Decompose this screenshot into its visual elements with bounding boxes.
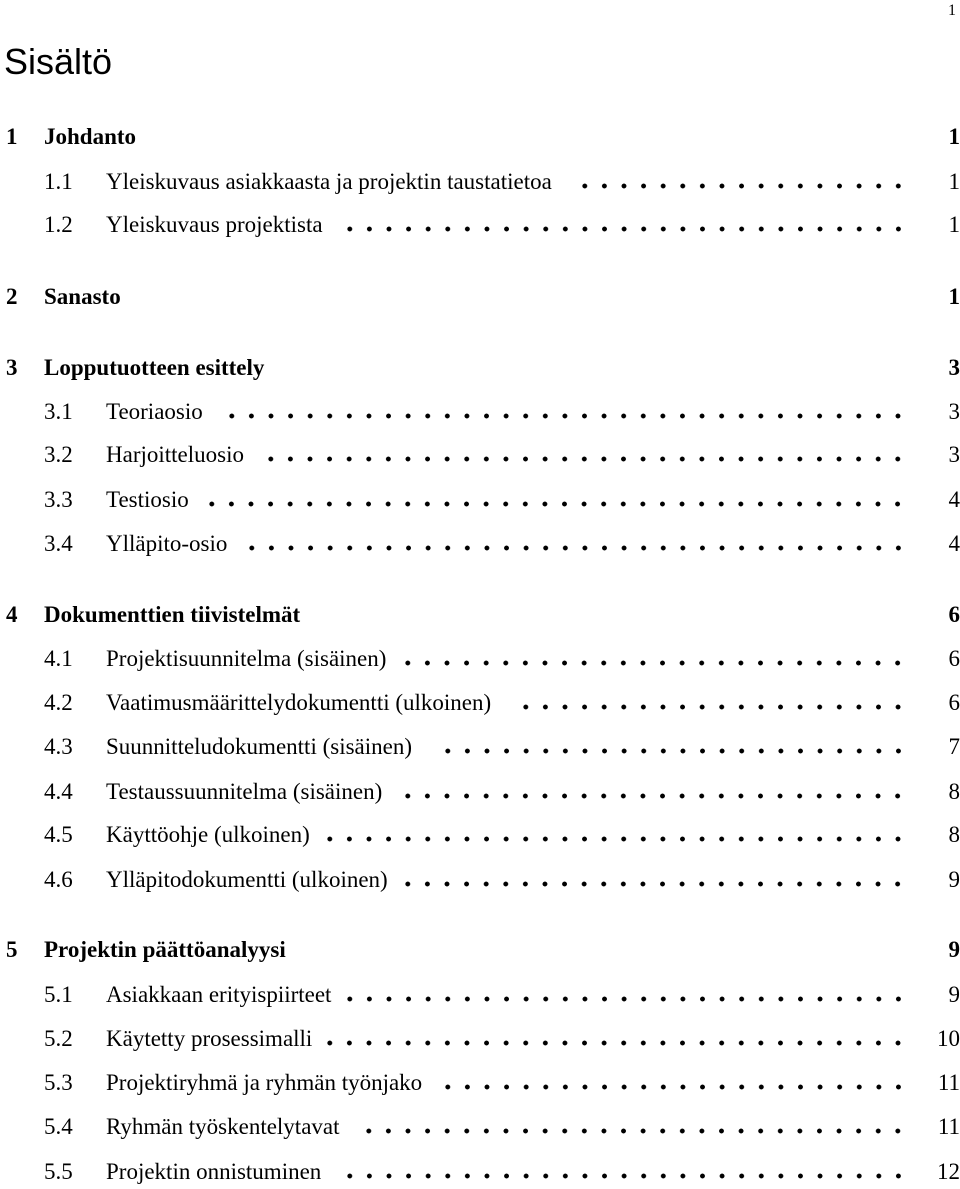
toc-dot-leader bbox=[222, 396, 908, 428]
toc-entry-number: 4.5 bbox=[44, 822, 73, 847]
toc-entry-page: 1 bbox=[948, 212, 960, 237]
toc-section-entry[interactable] bbox=[0, 1111, 960, 1143]
toc-entry-page: 1 bbox=[948, 124, 960, 149]
toc-entry-title: Johdanto bbox=[44, 124, 137, 149]
toc-section-entry[interactable] bbox=[0, 1067, 960, 1099]
toc-dot-leader bbox=[340, 209, 908, 241]
toc-entry-number: 5.4 bbox=[44, 1114, 73, 1139]
toc-entry-number: 3.2 bbox=[44, 442, 73, 467]
toc-section-entry[interactable] bbox=[0, 819, 960, 851]
toc-entry-number: 3.3 bbox=[44, 487, 73, 512]
toc-entry-title: Projektiryhmä ja ryhmän työnjako bbox=[106, 1070, 423, 1095]
toc-entry-title: Testiosio bbox=[106, 487, 189, 512]
toc-entry-number: 2 bbox=[6, 284, 18, 309]
toc-entry-title: Testaussuunnitelma (sisäinen) bbox=[106, 779, 383, 804]
toc-entry-number: 5.2 bbox=[44, 1026, 73, 1051]
toc-entry-page: 8 bbox=[948, 822, 960, 847]
toc-entry-number: 4.3 bbox=[44, 734, 73, 759]
toc-section-entry[interactable] bbox=[0, 396, 960, 428]
toc-entry-number: 5.5 bbox=[44, 1159, 73, 1184]
toc-dot-leader bbox=[261, 439, 908, 471]
toc-entry-page: 6 bbox=[948, 646, 960, 671]
toc-section-entry[interactable] bbox=[0, 439, 960, 471]
toc-entry-title: Projektin päättöanalyysi bbox=[44, 937, 286, 962]
toc-entry-number: 4.4 bbox=[44, 779, 73, 804]
toc-entry-title: Ylläpito-osio bbox=[106, 531, 228, 556]
toc-entry-title: Dokumenttien tiivistelmät bbox=[44, 602, 301, 627]
toc-entry-title: Käytetty prosessimalli bbox=[106, 1026, 313, 1051]
toc-entry-title: Ryhmän työskentelytavat bbox=[106, 1114, 340, 1139]
toc-dot-leader bbox=[320, 819, 908, 851]
toc-dot-leader bbox=[242, 528, 908, 560]
toc-entry-page: 1 bbox=[948, 169, 960, 194]
toc-entry-title: Sanasto bbox=[44, 284, 121, 309]
toc-section-entry[interactable] bbox=[0, 528, 960, 560]
toc-entry-number: 4.6 bbox=[44, 867, 73, 892]
toc-heading: Sisältö bbox=[4, 41, 113, 82]
toc-chapter-entry[interactable] bbox=[0, 281, 960, 313]
toc-entry-title: Projektisuunnitelma (sisäinen) bbox=[106, 646, 387, 671]
toc-entry-page: 4 bbox=[948, 487, 960, 512]
toc-entry-page: 12 bbox=[937, 1159, 960, 1184]
toc-entry-title: Harjoitteluosio bbox=[106, 442, 244, 467]
toc-entry-title: Asiakkaan erityispiirteet bbox=[106, 982, 332, 1007]
toc-entry-number: 3.4 bbox=[44, 531, 73, 556]
toc-section-entry[interactable] bbox=[0, 687, 960, 719]
toc-dot-leader bbox=[575, 166, 908, 198]
toc-dot-leader bbox=[340, 1156, 908, 1188]
toc-entry-page: 11 bbox=[937, 1070, 960, 1095]
toc-section-entry[interactable] bbox=[0, 776, 960, 808]
toc-section-entry[interactable] bbox=[0, 484, 960, 516]
toc-section-entry[interactable] bbox=[0, 731, 960, 763]
toc-entry-title: Projektin onnistuminen bbox=[106, 1159, 322, 1184]
toc-entry-page: 8 bbox=[948, 779, 960, 804]
toc-entry-page: 11 bbox=[937, 1114, 960, 1139]
toc-entry-title: Teoriaosio bbox=[106, 399, 203, 424]
toc-dot-leader bbox=[202, 484, 908, 516]
toc-section-entry[interactable] bbox=[0, 979, 960, 1011]
toc-chapter-entry[interactable] bbox=[0, 121, 960, 153]
toc-entry-page: 6 bbox=[948, 602, 960, 627]
toc-entry-page: 9 bbox=[948, 867, 960, 892]
toc-entry-page: 9 bbox=[948, 937, 960, 962]
toc-section-entry[interactable] bbox=[0, 643, 960, 675]
toc-entry-title: Suunnitteludokumentti (sisäinen) bbox=[106, 734, 412, 759]
toc-section-entry[interactable] bbox=[0, 166, 960, 198]
toc-entry-number: 1.2 bbox=[44, 212, 73, 237]
toc-dot-leader bbox=[340, 979, 908, 1011]
toc-chapter-entry[interactable] bbox=[0, 599, 960, 631]
toc-entry-title: Vaatimusmäärittelydokumentti (ulkoinen) bbox=[106, 690, 492, 715]
toc-chapter-entry[interactable] bbox=[0, 934, 960, 966]
toc-entry-number: 4.2 bbox=[44, 690, 73, 715]
toc-dot-leader bbox=[438, 1067, 908, 1099]
toc-dot-leader bbox=[398, 864, 908, 896]
toc-entry-number: 1 bbox=[6, 124, 18, 149]
toc-entry-title: Yleiskuvaus asiakkaasta ja projektin taustatietoa bbox=[106, 169, 552, 194]
toc-entry-number: 5.3 bbox=[44, 1070, 73, 1095]
toc-entry-title: Ylläpitodokumentti (ulkoinen) bbox=[106, 867, 388, 892]
toc-entry-number: 4.1 bbox=[44, 646, 73, 671]
toc-entry-page: 3 bbox=[948, 399, 960, 424]
toc-dot-leader bbox=[398, 776, 908, 808]
toc-dot-leader bbox=[398, 643, 908, 675]
page-number: 1 bbox=[948, 2, 956, 19]
toc-entry-page: 9 bbox=[948, 982, 960, 1007]
toc-dot-leader bbox=[516, 687, 908, 719]
toc-entry-page: 10 bbox=[937, 1026, 960, 1051]
toc-entry-page: 4 bbox=[948, 531, 960, 556]
toc-entry-number: 4 bbox=[6, 602, 18, 627]
toc-entry-page: 3 bbox=[948, 442, 960, 467]
toc-section-entry[interactable] bbox=[0, 1156, 960, 1188]
toc-section-entry[interactable] bbox=[0, 1023, 960, 1055]
toc-section-entry[interactable] bbox=[0, 209, 960, 241]
toc-entry-title: Yleiskuvaus projektista bbox=[106, 212, 323, 237]
toc-entry-number: 3 bbox=[6, 355, 18, 380]
toc-entry-page: 3 bbox=[948, 355, 960, 380]
toc-entry-page: 7 bbox=[948, 734, 960, 759]
toc-entry-number: 5 bbox=[6, 937, 18, 962]
toc-entry-page: 1 bbox=[948, 284, 960, 309]
toc-entry-number: 5.1 bbox=[44, 982, 73, 1007]
toc-entry-number: 3.1 bbox=[44, 399, 73, 424]
toc-entry-title: Käyttöohje (ulkoinen) bbox=[106, 822, 310, 847]
toc-chapter-entry[interactable] bbox=[0, 352, 960, 384]
toc-entry-page: 6 bbox=[948, 690, 960, 715]
toc-dot-leader bbox=[320, 1023, 908, 1055]
toc-dot-leader bbox=[359, 1111, 908, 1143]
toc-entry-title: Lopputuotteen esittely bbox=[44, 355, 265, 380]
toc-entry-number: 1.1 bbox=[44, 169, 73, 194]
toc-section-entry[interactable] bbox=[0, 864, 960, 896]
toc-dot-leader bbox=[438, 731, 908, 763]
